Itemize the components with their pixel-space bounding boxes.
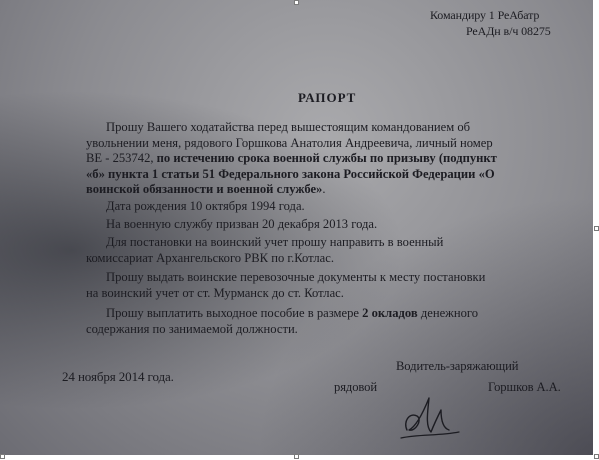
paragraph-birth-date: Дата рождения 10 октября 1994 года. (106, 199, 305, 213)
paragraph-line: комиссариат Архангельского РВК по г.Котлас. (86, 250, 334, 265)
paragraph-bold-text: 2 окладов (362, 306, 418, 320)
paragraph-text: ВЕ - 253742, (86, 151, 157, 165)
paragraph-line (86, 167, 497, 183)
paragraph-line: на воинский учет от ст. Мурманск до ст. Котлас. (86, 285, 344, 300)
paragraph-text: денежного (417, 306, 479, 320)
paragraph-bold-text: «б» пункта 1 статьи 51 Федерального закона Российской Федерации «О (86, 166, 495, 181)
paragraph-line (86, 182, 497, 198)
document-title: РАПОРТ (298, 90, 357, 105)
paragraph-travel-documents (86, 270, 485, 301)
paragraph-registration (86, 235, 443, 266)
paragraph-discharge-request (86, 120, 497, 198)
paragraph-line (106, 306, 478, 322)
paragraph-line: увольнении меня, рядового Горшкова Анатолия Андреевича, личный номер (86, 135, 493, 150)
resize-handle-bottom[interactable] (294, 454, 299, 459)
unit-line: РеАДн в/ч 08275 (466, 24, 551, 38)
paragraph-line: Прошу Вашего ходатайства перед вышестоящим командованием об (106, 120, 471, 134)
report-date: 24 ноября 2014 года. (62, 369, 174, 384)
paragraph-line: Для постановки на воинский учет прошу направить в военный (106, 235, 444, 249)
resize-handle-top[interactable] (294, 0, 299, 5)
resize-handle-bottom-right[interactable] (594, 454, 599, 459)
resize-handle-bottom-left[interactable] (0, 454, 5, 459)
handwritten-signature-icon (395, 386, 465, 448)
signer-position: Водитель-заряжающий (396, 359, 519, 373)
paragraph-conscription-date: На военную службу призван 20 декабря 2013 года. (106, 217, 378, 231)
signer-rank: рядовой (334, 380, 377, 394)
signer-name: Горшков А.А. (488, 380, 561, 394)
paragraph-line: содержания по занимаемой должности. (86, 321, 298, 336)
resize-handle-right[interactable] (594, 226, 599, 231)
paragraph-line (86, 151, 497, 167)
paragraph-bold-text: по истечению срока военной службы по призыву (подпункт (156, 151, 497, 165)
paragraph-text: Прошу выплатить выходное пособие в размере (106, 306, 363, 320)
paragraph-line: Прошу выдать воинские перевозочные документы к месту постановки (106, 270, 486, 284)
paragraph-severance-pay (86, 306, 478, 337)
paragraph-text: . (322, 182, 326, 196)
paragraph-bold-text: воинской обязанности и военной службе» (86, 182, 323, 196)
addressee-line: Командиру 1 РеАбатр (430, 8, 540, 22)
